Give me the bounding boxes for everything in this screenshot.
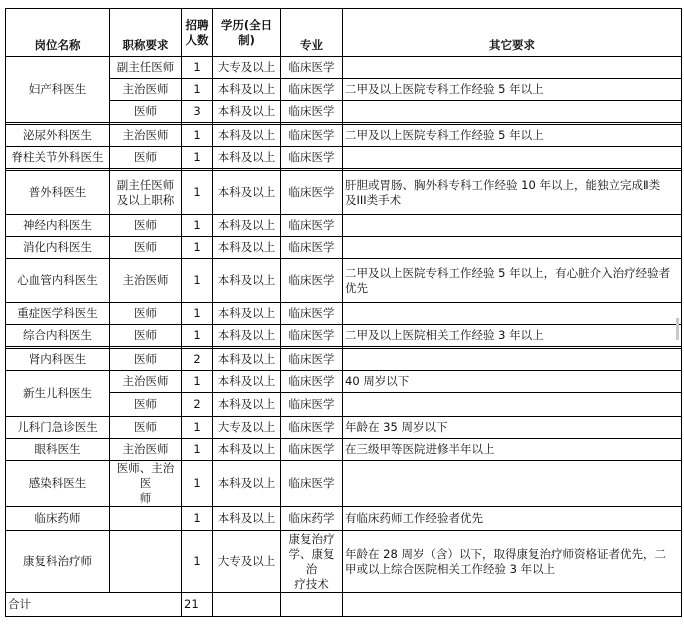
title-cell: 主治医师 bbox=[110, 79, 182, 101]
position-cell: 眼科医生 bbox=[6, 439, 110, 461]
title-cell: 医师 bbox=[110, 101, 182, 123]
title-cell: 主治医师 bbox=[110, 439, 182, 461]
education-cell: 本科及以上 bbox=[213, 125, 281, 147]
education-cell: 本科及以上 bbox=[213, 439, 281, 461]
table-row bbox=[6, 417, 682, 439]
title-cell: 副主任医师 及以上职称 bbox=[110, 171, 182, 215]
education-cell: 本科及以上 bbox=[213, 237, 281, 259]
major-cell: 临床医学 bbox=[281, 349, 343, 371]
total-row bbox=[6, 593, 682, 617]
count-cell: 1 bbox=[182, 417, 213, 439]
table-row bbox=[6, 147, 682, 169]
table-row bbox=[6, 439, 682, 461]
count-cell: 2 bbox=[182, 393, 213, 417]
count-cell: 1 bbox=[182, 147, 213, 169]
table-row bbox=[6, 349, 682, 371]
count-cell: 1 bbox=[182, 125, 213, 147]
title-cell: 医师 bbox=[110, 147, 182, 169]
count-cell: 1 bbox=[182, 461, 213, 507]
count-cell: 1 bbox=[182, 79, 213, 101]
title-cell: 主治医师 bbox=[110, 371, 182, 393]
major-cell: 临床医学 bbox=[281, 57, 343, 79]
table-row bbox=[6, 371, 682, 393]
header-other: 其它要求 bbox=[343, 9, 682, 57]
title-cell: 医师 bbox=[110, 417, 182, 439]
title-cell: 主治医师 bbox=[110, 259, 182, 303]
other-cell: 肝胆或胃肠、胸外科专科工作经验 10 年以上，能独立完成Ⅱ类 及III类手术 bbox=[343, 171, 682, 215]
education-cell: 本科及以上 bbox=[213, 325, 281, 347]
count-cell: 1 bbox=[182, 215, 213, 237]
education-cell: 大专及以上 bbox=[213, 57, 281, 79]
title-cell bbox=[110, 531, 182, 593]
recruitment-table bbox=[5, 8, 682, 617]
other-cell bbox=[343, 461, 682, 507]
total-empty-cell bbox=[281, 593, 343, 617]
table-row bbox=[6, 531, 682, 593]
count-cell: 1 bbox=[182, 57, 213, 79]
other-cell bbox=[343, 147, 682, 169]
header-major: 专业 bbox=[281, 9, 343, 57]
table-row bbox=[6, 57, 682, 79]
major-cell: 临床医学 bbox=[281, 101, 343, 123]
table-row bbox=[6, 325, 682, 347]
education-cell: 本科及以上 bbox=[213, 371, 281, 393]
scroll-indicator bbox=[676, 318, 679, 340]
other-cell bbox=[343, 57, 682, 79]
education-cell: 本科及以上 bbox=[213, 101, 281, 123]
education-cell: 本科及以上 bbox=[213, 507, 281, 531]
education-cell: 本科及以上 bbox=[213, 215, 281, 237]
education-cell: 本科及以上 bbox=[213, 349, 281, 371]
other-cell: 二甲及以上医院专科工作经验 5 年以上，有心脏介入治疗经验者 优先 bbox=[343, 259, 682, 303]
position-cell: 脊柱关节外科医生 bbox=[6, 147, 110, 169]
count-cell: 1 bbox=[182, 531, 213, 593]
other-cell: 二甲及以上医院专科工作经验 5 年以上 bbox=[343, 125, 682, 147]
position-cell: 感染科医生 bbox=[6, 461, 110, 507]
table-row bbox=[6, 215, 682, 237]
count-cell: 1 bbox=[182, 371, 213, 393]
header-education: 学历(全日 制) bbox=[213, 9, 281, 57]
major-cell: 临床药学 bbox=[281, 507, 343, 531]
major-cell: 临床医学 bbox=[281, 417, 343, 439]
education-cell: 本科及以上 bbox=[213, 461, 281, 507]
position-cell: 肾内科医生 bbox=[6, 349, 110, 371]
other-cell bbox=[343, 237, 682, 259]
title-cell: 副主任医师 bbox=[110, 57, 182, 79]
major-cell: 临床医学 bbox=[281, 79, 343, 101]
total-count: 21 bbox=[182, 593, 213, 617]
count-cell: 1 bbox=[182, 237, 213, 259]
title-cell: 医师 bbox=[110, 215, 182, 237]
other-cell bbox=[343, 101, 682, 123]
major-cell: 临床医学 bbox=[281, 303, 343, 325]
position-cell: 新生儿科医生 bbox=[6, 371, 110, 417]
major-cell: 临床医学 bbox=[281, 125, 343, 147]
table-row bbox=[6, 461, 682, 507]
major-cell: 临床医学 bbox=[281, 325, 343, 347]
table-row bbox=[6, 237, 682, 259]
header-row bbox=[6, 9, 682, 57]
position-cell: 消化内科医生 bbox=[6, 237, 110, 259]
other-cell: 二甲及以上医院相关工作经验 3 年以上 bbox=[343, 325, 682, 347]
major-cell: 临床医学 bbox=[281, 393, 343, 417]
count-cell: 1 bbox=[182, 259, 213, 303]
major-cell: 临床医学 bbox=[281, 237, 343, 259]
other-cell bbox=[343, 393, 682, 417]
position-cell: 泌尿外科医生 bbox=[6, 125, 110, 147]
position-cell: 综合内科医生 bbox=[6, 325, 110, 347]
major-cell: 康复治疗 学、康复治 疗技术 bbox=[281, 531, 343, 593]
other-cell: 有临床药师工作经验者优先 bbox=[343, 507, 682, 531]
title-cell: 主治医师 bbox=[110, 125, 182, 147]
education-cell: 本科及以上 bbox=[213, 393, 281, 417]
position-cell: 儿科门急诊医生 bbox=[6, 417, 110, 439]
count-cell: 1 bbox=[182, 325, 213, 347]
other-cell: 年龄在 28 周岁（含）以下，取得康复治疗师资格证者优先，二 甲或以上综合医院相关工作经验 3 年以上 bbox=[343, 531, 682, 593]
education-cell: 大专及以上 bbox=[213, 417, 281, 439]
recruitment-table-container bbox=[5, 8, 682, 617]
header-title: 职称要求 bbox=[110, 9, 182, 57]
title-cell: 医师 bbox=[110, 325, 182, 347]
count-cell: 1 bbox=[182, 171, 213, 215]
header-position: 岗位名称 bbox=[6, 9, 110, 57]
position-cell: 康复科治疗师 bbox=[6, 531, 110, 593]
other-cell bbox=[343, 303, 682, 325]
major-cell: 临床医学 bbox=[281, 371, 343, 393]
major-cell: 临床医学 bbox=[281, 259, 343, 303]
education-cell: 大专及以上 bbox=[213, 531, 281, 593]
other-cell: 在三级甲等医院进修半年以上 bbox=[343, 439, 682, 461]
major-cell: 临床医学 bbox=[281, 171, 343, 215]
education-cell: 本科及以上 bbox=[213, 259, 281, 303]
total-label: 合计 bbox=[6, 593, 182, 617]
header-count: 招聘 人数 bbox=[182, 9, 213, 57]
title-cell bbox=[110, 507, 182, 531]
major-cell: 临床医学 bbox=[281, 439, 343, 461]
table-row bbox=[6, 259, 682, 303]
position-cell: 神经内科医生 bbox=[6, 215, 110, 237]
education-cell: 本科及以上 bbox=[213, 171, 281, 215]
title-cell: 医师 bbox=[110, 393, 182, 417]
count-cell: 1 bbox=[182, 303, 213, 325]
title-cell: 医师 bbox=[110, 303, 182, 325]
title-cell: 医师、主治医 师 bbox=[110, 461, 182, 507]
other-cell: 40 周岁以下 bbox=[343, 371, 682, 393]
position-cell: 心血管内科医生 bbox=[6, 259, 110, 303]
other-cell: 二甲及以上医院专科工作经验 5 年以上 bbox=[343, 79, 682, 101]
table-row bbox=[6, 303, 682, 325]
education-cell: 本科及以上 bbox=[213, 147, 281, 169]
education-cell: 本科及以上 bbox=[213, 79, 281, 101]
count-cell: 2 bbox=[182, 349, 213, 371]
table-row bbox=[6, 125, 682, 147]
education-cell: 本科及以上 bbox=[213, 303, 281, 325]
major-cell: 临床医学 bbox=[281, 215, 343, 237]
major-cell: 临床医学 bbox=[281, 461, 343, 507]
other-cell bbox=[343, 215, 682, 237]
title-cell: 医师 bbox=[110, 237, 182, 259]
count-cell: 1 bbox=[182, 507, 213, 531]
count-cell: 3 bbox=[182, 101, 213, 123]
position-cell: 妇产科医生 bbox=[6, 57, 110, 123]
other-cell bbox=[343, 349, 682, 371]
other-cell: 年龄在 35 周岁以下 bbox=[343, 417, 682, 439]
major-cell: 临床医学 bbox=[281, 147, 343, 169]
position-cell: 临床药师 bbox=[6, 507, 110, 531]
position-cell: 普外科医生 bbox=[6, 171, 110, 215]
table-row bbox=[6, 507, 682, 531]
total-empty-cell bbox=[213, 593, 281, 617]
total-empty-cell bbox=[343, 593, 682, 617]
table-row bbox=[6, 171, 682, 215]
title-cell: 医师 bbox=[110, 349, 182, 371]
count-cell: 1 bbox=[182, 439, 213, 461]
position-cell: 重症医学科医生 bbox=[6, 303, 110, 325]
